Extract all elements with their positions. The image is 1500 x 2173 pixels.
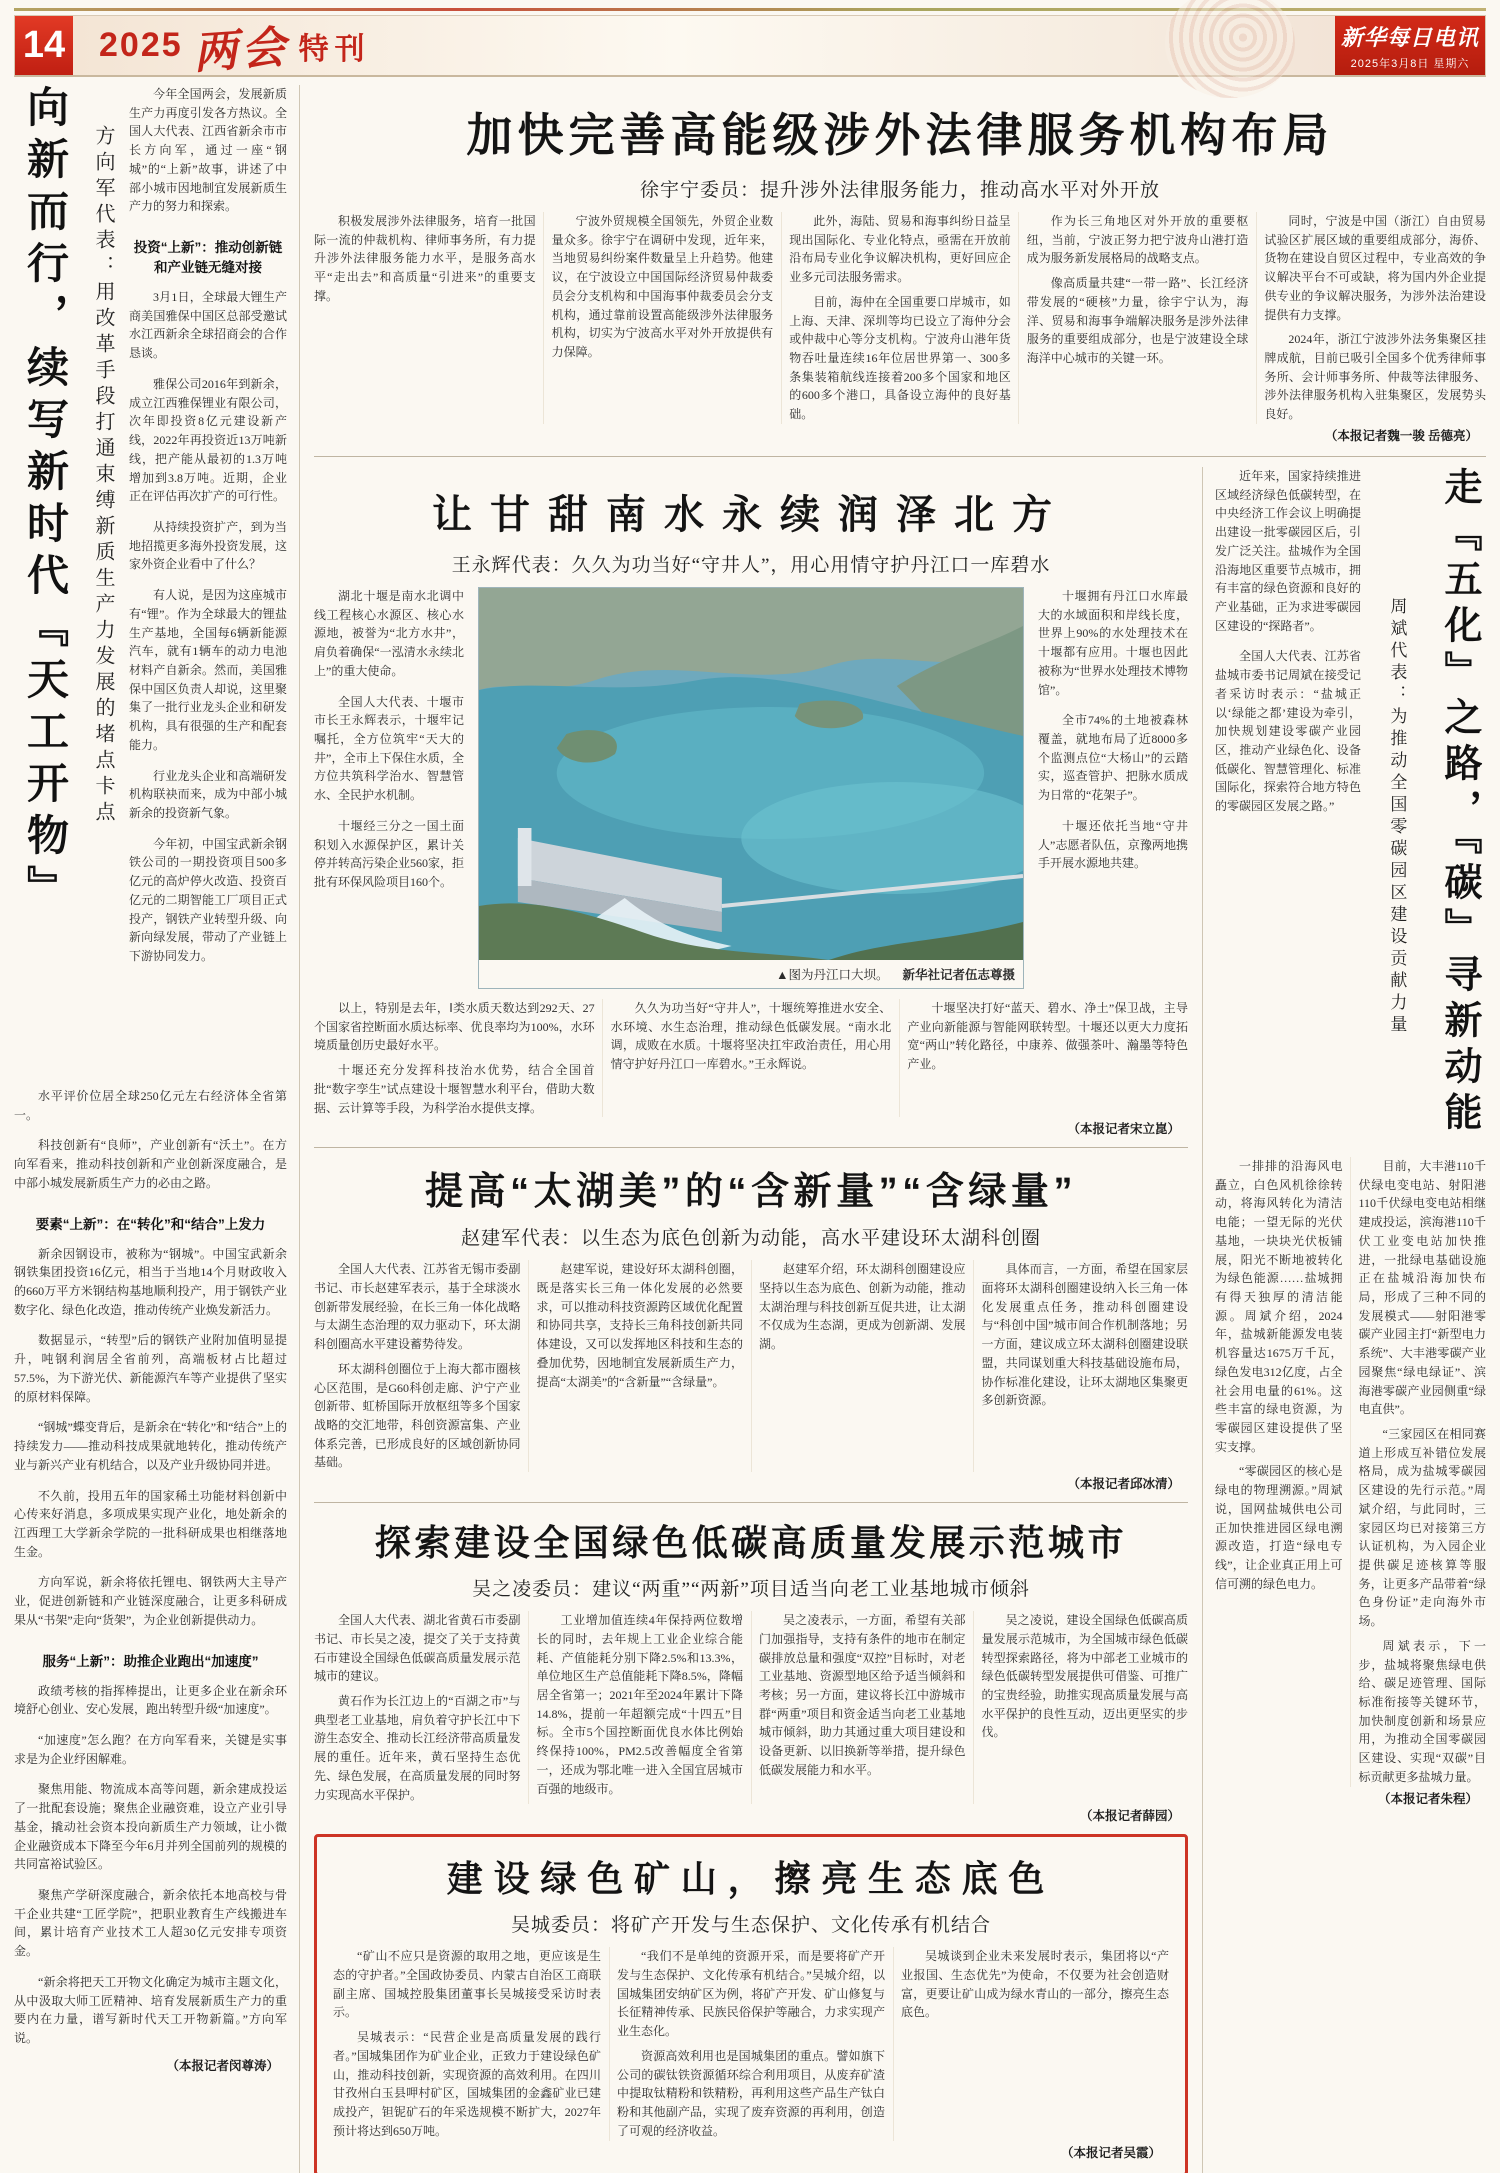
article-south-water	[314, 483, 1188, 1137]
paragraph: 吴之凌表示，一方面，希望有关部门加强指导，支持有条件的地市在制定碳排放总量和强度“双控”目标时，对老工业基地、资源型地区给予适当倾斜和考核；另一方面，建议将长江中游城市群“两重”项目和资金适当向老工业基地城市倾斜，助力其通过重大项目建设和设备更新、以旧换新等举措，提升绿色低碳发展能力和水平。	[759, 1613, 966, 1777]
newspaper-date	[1351, 55, 1470, 71]
newspaper-name: 新华每日电讯	[1340, 24, 1479, 50]
paragraph: “新余将把天工开物文化确定为城市主题文化，从中汲取大师工匠精神、培育发展新质生产力的重要内在力量，谱写新时代天工开物新篇。”方向军说。	[14, 1974, 287, 2046]
paragraph: 新余因钢设市，被称为“钢城”。中国宝武新余钢铁集团投资16亿元，相当于当地14个月财政收入的660万平方米钢结构基地顺利投产，用于钢铁产业数字化、绿色化改造，推动传统产业焕发新活力。	[14, 1246, 287, 1317]
paragraph: 科技创新有“良师”，产业创新有“沃土”。在方向军看来，推动科技创新和产业创新深度融合，是中部小城发展新质生产力的必由之路。	[14, 1138, 287, 1190]
paragraph: 吴之凌说，建设全国绿色低碳高质量发展示范城市，为全国城市绿色低碳转型探索路径，将为中部老工业城市的绿色低碳转型发展提供可借鉴、可推广的宝贵经验，助推实现高质量发展与高水平保护的良性互动，迈出更坚实的步伐。	[981, 1613, 1188, 1740]
xinyu-subtitle: 方向军代表：用改革手段打通束缚新质生产力发展的堵点卡点	[92, 125, 114, 827]
date-text: 2025年3月8日	[1350, 57, 1430, 70]
taihu-subtitle: 赵建军代表：以生态为底色创新为动能，高水平建设环太湖科创圈	[460, 1228, 1041, 1250]
article-lowcarbon-city	[314, 1515, 1188, 1824]
paragraph: 目前，大丰港110千伏绿电变电站、射阳港110千伏绿电变电站相继建成投运，滨海港110千伏工业变电站加快推进，一批绿电基础设施正在盐城沿海加快布局，形成了三种不同的发展模式——射阳港零碳产业园主打“新型电力系统”、大丰港零碳产业园聚焦“绿电绿证”、滨海港零碳产业园侧重“绿电直供”。	[1358, 1158, 1486, 1417]
masthead-brand	[1335, 16, 1485, 75]
legal-byline: （本报记者魏一骏 岳德亮）	[1324, 428, 1478, 443]
article-taihu	[314, 1160, 1188, 1492]
zerocarbon-body-narrow	[1215, 467, 1361, 1147]
paragraph: 数据显示，“转型”后的钢铁产业附加值明显提升，吨钢利润居全省前列，高端板材占比超过57.5%，为下游光伏、新能源汽车等产业提供了坚实的原材料保障。	[14, 1333, 287, 1404]
taihu-body	[314, 1260, 1188, 1472]
paragraph: 湖北十堰是南水北调中线工程核心水源区、核心水源地，被誉为“北方水井”，肩负着确保“一泓清水永续北上”的重大使命。	[314, 588, 464, 678]
paragraph: 水平评价位居全球250亿元左右经济体全省第一。	[14, 1089, 287, 1122]
article-zero-carbon	[1202, 467, 1486, 2173]
paragraph: 一排排的沿海风电矗立，白色风机徐徐转动，将海风转化为清洁电能；一望无际的光伏基地，一块块光伏板铺展，阳光不断地被转化为绿色能源……盐城拥有得天独厚的清洁能源。周斌介绍，2024年，盐城新能源发电装机容量达1675万千瓦，绿色发电312亿度，占全社会用电量的61%。这些丰富的绿电资源，为零碳园区建设提供了坚实支撑。	[1215, 1158, 1343, 1454]
lowcarbon-subtitle: 吴之凌委员：建议“两重”“两新”项目适当向老工业基地城市倾斜	[472, 1579, 1030, 1601]
paragraph: 聚焦用能、物流成本高等问题，新余建成投运了一批配套设施；聚焦企业融资难，设立产业引导基金，撬动社会资本投向新质生产力领域，让小微企业融资成本下降至今年6月并列全国前列的规模的共同富裕试验区。	[14, 1782, 287, 1872]
rings-watermark-icon	[1165, 0, 1295, 98]
paragraph: 同时，宁波是中国（浙江）自由贸易试验区扩展区域的重要组成部分，海侨、货物在建设自贸区过程中，专业高效的争议解决平台不可或缺，将为国内外企业提供专业的争议解决服务，为涉外法治建设提供有力支撑。	[1264, 214, 1486, 322]
water-left-column	[314, 587, 464, 989]
paragraph: 赵建军介绍，环太湖科创圈建设应坚持以生态为底色、创新为动能，推动太湖治理与科技创新互促共进，让太湖不仅成为生态湖，更成为创新湖、发展湖。	[759, 1262, 966, 1352]
paragraph: 环太湖科创圈位于上海大都市圈核心区范围，是G60科创走廊、沪宁产业创新带、虹桥国际开放枢纽等多个国家战略的交汇地带，科创资源富集、产业体系完善，已形成良好的区域创新协同基础。	[314, 1361, 521, 1470]
legal-headline: 加快完善高能级涉外法律服务机构布局	[466, 109, 1334, 161]
mine-body	[333, 1947, 1169, 2140]
mine-headline: 建设绿色矿山，擦亮生态底色	[446, 1858, 1056, 1900]
zerocarbon-body-bottom	[1215, 1157, 1486, 1787]
paragraph: 吴城表示：“民营企业是高质量发展的践行者。”国城集团作为矿业企业，正致力于建设绿色矿山，推动科技创新，实现资源的高效利用。在四川甘孜州白玉县呷村矿区，国城集团的金鑫矿业已建成投产，钽铌矿石的年采选规模不断扩大，2027年预计将达到650万吨。	[333, 2030, 601, 2138]
paragraph: 以上，特别是去年，Ⅰ类水质天数达到292天、27个国家省控断面水质达标率、优良率均为100%，水环境质量创历史最好水平。	[314, 1000, 595, 1053]
paragraph: 工业增加值连续4年保持两位数增长的同时，去年规上工业企业综合能耗、产值能耗分别下降2.5%和13.3%，单位地区生产总值能耗下降8.5%，降幅居全省第一；2021年至2024年累计下降14.8%，提前一年超额完成“十四五”目标。全市5个国控断面优良水体比例始终保持100%，PM2.5改善幅度全省第一，还成为鄂北唯一进入全国宜居城市百强的地级市。	[536, 1613, 743, 1796]
lowcarbon-byline: （本报记者薛园）	[1079, 1809, 1180, 1824]
paragraph: 久久为功当好“守井人”，十堰统筹推进水安全、水环境、水生态治理，推动绿色低碳发展。“南水北调，成败在水质。十堰将坚决扛牢政治责任，用心用情守护好丹江口一库碧水。”王永辉说。	[610, 1000, 892, 1072]
dam-photo	[478, 587, 1024, 989]
caption-credit: 新华社记者伍志尊摄	[902, 967, 1015, 982]
paragraph: 十堰还充分发挥科技治水优势，结合全国首批“数字孪生”试点建设十堰智慧水利平台，借助大数据、云计算等手段，为科学治水提供支撑。	[314, 1063, 595, 1115]
article-xinyu	[14, 85, 300, 2173]
page-content	[14, 85, 1486, 2173]
zerocarbon-byline: （本报记者朱程）	[1377, 1791, 1478, 1806]
paragraph: 宁波外贸规模全国领先，外贸企业数量众多。徐宇宁在调研中发现，近年来，当地贸易纠纷案件数量呈上升趋势。他建议，在宁波设立中国国际经济贸易仲裁委员会分支机构和中国海事仲裁委员会分支机构，通过靠前设置高能级涉外法律服务机构，切实为宁波高水平对外开放提供有力保障。	[551, 214, 774, 360]
legal-subtitle: 徐宇宁委员：提升涉外法律服务能力，推动高水平对外开放	[639, 180, 1160, 201]
xinyu-body-full	[14, 1087, 287, 2054]
paragraph: 全国人大代表、十堰市市长王永辉表示，十堰牢记嘱托，全方位筑牢“天大的井”，全市上下保住水质，全方位共筑科学治水、智慧管水、全民护水机制。	[314, 694, 464, 803]
xinyu-body-narrow	[129, 85, 287, 1075]
edition-label: 特刊	[298, 32, 371, 66]
water-middle-row	[314, 587, 1188, 989]
water-headline: 让甘甜南水永续润泽北方	[432, 492, 1070, 537]
section-divider	[314, 1147, 1188, 1148]
paragraph: “零碳园区的核心是绿电的物理溯源。”周斌说，国网盐城供电公司正加快推进园区绿电溯源改造，打造“绿电专线”，让企业真正用上可信可溯的绿色电力。	[1215, 1464, 1343, 1591]
paragraph: “我们不是单纯的资源开采，而是要将矿产开发与生态保护、文化传承有机结合。”吴城介绍，以国城集团安纳矿区为例，将矿产开发、矿山修复与长征精神传承、民族民俗保护等融合，力求实现产业生态化。	[617, 1949, 885, 2039]
article-green-mine	[314, 1834, 1188, 2173]
paragraph: 全国人大代表、江苏省盐城市委书记周斌在接受记者采访时表示：“盐城正以‘绿能之都’建设为牵引，加快规划建设零碳产业园区，推动产业绿色化、设备低碳化、智慧管理化、标准国际化，探索符合地方特色的零碳园区发展之路。”	[1215, 649, 1361, 814]
weekday-text: 星期六	[1433, 57, 1470, 70]
taihu-headline: 提高“太湖美”的“含新量”“含绿量”	[424, 1171, 1078, 1214]
photo-caption	[479, 960, 1023, 988]
zerocarbon-headline: 走『五化』之路，『碳』寻新动能	[1437, 466, 1480, 1138]
lowcarbon-body	[314, 1611, 1188, 1804]
edition-title	[73, 16, 371, 78]
zerocarbon-subtitle: 周斌代表：为推动全国零碳园区建设贡献力量	[1387, 596, 1407, 1037]
paragraph: 方向军说，新余将依托锂电、钢铁两大主导产业，促进创新链和产业链深度融合，让更多科研成果从“书架”走向“货架”，为企业创新提供动力。	[14, 1575, 287, 1627]
paragraph: 要素“上新”：在“转化”和“结合”上发力	[35, 1216, 266, 1232]
paragraph: “钢城”蝶变背后，是新余在“转化”和“结合”上的持续发力——推动科技成果就地转化，推动传统产业与新兴产业有机结合，以及产业升级协同并进。	[14, 1420, 287, 1472]
paragraph: 吴城谈到企业未来发展时表示，集团将以“产业报国、生态优先”为使命，不仅要为社会创造财富，更要让矿山成为绿水青山的一部分，擦亮生态底色。	[901, 1949, 1169, 2020]
paragraph: 具体而言，一方面，希望在国家层面将环太湖科创圈建设纳入长三角一体化发展重点任务，推动科创圈建设与“科创中国”城市间合作机制落地；另一方面，建议成立环太湖科创圈建设联盟，共同谋划重大科技基础设施布局，协作标准化建设，让环太湖地区集聚更多创新资源。	[981, 1262, 1188, 1408]
water-right-column	[1038, 587, 1188, 989]
paragraph: 从持续投资扩产，到为当地招揽更多海外投资发展，这家外资企业看中了什么？	[129, 519, 287, 572]
paragraph: 十堰拥有丹江口水库最大的水域面积和岸线长度，世界上90%的水处理技术在十堰都有应用。十堰也因此被称为“世界水处理技术博物馆”。	[1038, 588, 1188, 697]
page-number: 14	[15, 16, 73, 75]
paragraph: 2024年，浙江宁波涉外法务集聚区挂牌成航，目前已吸引全国多个优秀律师事务所、会计师事务所、仲裁等法律服务、涉外法律服务机构入驻集聚区，发展势头良好。	[1264, 332, 1486, 422]
paragraph: 十堰还依托当地“守井人”志愿者队伍，京豫两地携手开展水源地共建。	[1038, 818, 1188, 871]
water-bottom-body	[314, 999, 1188, 1117]
paragraph: 赵建军说，建设好环太湖科创圈，既是落实长三角一体化发展的必然要求，可以推动科技资源跨区域优化配置和协同共享，支持长三角科技创新共同体建设，又可以发挥地区科技和生态的叠加优势，因地制宜发展新质生产力，提高“太湖美”的“含新量”“含绿量”。	[536, 1262, 743, 1389]
paragraph: 服务“上新”：助推企业跑出“加速度”	[42, 1653, 259, 1669]
taihu-byline: （本报记者邱冰清）	[1067, 1477, 1180, 1492]
paragraph: 像高质量共建“一带一路”、长江经济带发展的“硬核”力量，徐宇宁认为，海洋、贸易和海事争端解决服务是涉外法律服务的重要组成部分，也是宁波建设全球海洋中心城市的关键一环。	[1026, 276, 1249, 366]
paragraph: 政绩考核的指挥棒提出，让更多企业在新余环境舒心创业、安心发展，跑出转型升级“加速度”。	[14, 1683, 287, 1717]
paragraph: 行业龙头企业和高端研发机构联袂而来，成为中部小城新余的投资新气象。	[129, 768, 287, 820]
paragraph: 3月1日，全球最大锂生产商美国雅保中国区总部受邀试水江西新余全球招商会的合作恳谈。	[129, 290, 287, 361]
paragraph: 周斌表示，下一步，盐城将聚焦绿电供给、碳足迹管理、国际标准衔接等关键环节，加快制度创新和场景应用，为推动全国零碳园区建设、实现“双碳”目标贡献更多盐城力量。	[1358, 1638, 1486, 1784]
masthead	[14, 15, 1486, 77]
article-legal-services	[314, 85, 1486, 457]
xinyu-top-section	[14, 85, 287, 1075]
water-byline: （本报记者宋立崑）	[1067, 1122, 1180, 1137]
paragraph: 资源高效利用也是国城集团的重点。譬如旗下公司的碳钛铁资源循环综合利用项目，从废弃矿渣中提取钛精粉和铁精粉，再利用这些产品生产钛白粉和其他副产品，实现了废弃资源的再利用，创造了可观的经济收益。	[617, 2048, 885, 2138]
paragraph: 此外，海陆、贸易和海事纠纷日益呈现出国际化、专业化特点，亟需在开放前沿布局专业化争议解决机构，更好回应企业多元司法服务需求。	[789, 214, 1011, 285]
legal-body	[314, 212, 1486, 424]
paragraph: 雅保公司2016年到新余，成立江西雅保锂业有限公司，次年即投资8亿元建设新产线，2022年再投资近13万吨新线，把产能从最初的1.3万吨增加到3.8万吨。近期，企业正在评估再次扩产的可行性。	[129, 376, 287, 504]
paragraph: 黄石作为长江边上的“百湖之市”与典型老工业基地，肩负着守护长江中下游生态安全、推动长江经济带高质量发展的重任。近年来，黄石坚持生态优先、绿色发展，在高质量发展的同时努力实现高水平保护。	[314, 1694, 521, 1802]
paragraph: 十堰经三分之一国土面积划入水源保护区，累计关停并转高污染企业560家，拒批有环保风险项目160个。	[314, 818, 465, 889]
paragraph: 今年初，中国宝武新余钢铁公司的一期投资项目500多亿元的高炉停火改造、投资百亿元的二期智能工厂项目正式投产，钢铁产业转型升级、向新向绿发展，带动了产业链上下游协同发力。	[129, 836, 287, 964]
paragraph: 作为长三角地区对外开放的重要枢纽，当前，宁波正努力把宁波舟山港打造成为服务新发展格局的战略支点。	[1026, 214, 1249, 266]
paragraph: 十堰坚决打好“蓝天、碧水、净土”保卫战，主导产业向新能源与智能网联转型。十堰还以更大力度拓宽“两山”转化路径，中康养、做强茶叶、瀚墨等特色产业。	[907, 1000, 1188, 1072]
paragraph: 积极发展涉外法律服务，培育一批国际一流的仲裁机构、律师事务所，有力提升涉外法律服务能力水平，是服务高水平“走出去”和高质量“引进来”的重要支撑。	[314, 214, 536, 303]
paragraph: 全国人大代表、江苏省无锡市委副书记、市长赵建军表示，基于全球淡水创新带发展经验，在长三角一体化战略与太湖生态治理的双力驱动下，环太湖科创圈高水平建设蓄势待发。	[314, 1262, 521, 1352]
xinyu-byline: （本报记者闵尊涛）	[166, 2058, 279, 2073]
center-column	[314, 467, 1188, 2173]
paragraph: 不久前，投用五年的国家稀土功能材料创新中心传来好消息，多项成果实现产业化，地处新余的江西理工大学新余学院的一批科研成果也相继落地生金。	[14, 1488, 287, 1559]
paragraph: “矿山不应只是资源的取用之地，更应该是生态的守护者。”全国政协委员、内蒙古自治区工商联副主席、国城控股集团董事长吴城接受采访时表示。	[333, 1949, 601, 2020]
zerocarbon-top-section	[1215, 467, 1486, 1147]
mine-subtitle: 吴城委员：将矿产开发与生态保护、文化传承有机结合	[510, 1915, 991, 1937]
paragraph: 投资“上新”：推动创新链和产业链无缝对接	[133, 240, 283, 276]
paragraph: 全市74%的土地被森林覆盖，就地布局了近8000多个监测点位“大杨山”的云踏实，巡查管护、把脉水质成为日常的“花架子”。	[1038, 713, 1188, 803]
paragraph: 全国人大代表、湖北省黄石市委副书记、市长吴之凌，提交了关于支持黄石市建设全国绿色低碳高质量发展示范城市的建议。	[314, 1613, 521, 1684]
dam-photo-illustration	[479, 588, 1023, 960]
paragraph: 聚焦产学研深度融合，新余依托本地高校与骨干企业共建“工匠学院”，把职业教育生产线搬进车间，累计培育产业技术工人超30亿元安排专项资金。	[14, 1888, 287, 1959]
paragraph: 有人说，是因为这座城市有“锂”。作为全球最大的锂盐生产基地，全国每6辆新能源汽车，就有1辆车的动力电池材料产自新余。然而，美国雅保中国区负责人却说，这里聚集了一批行业龙头企业和研发机构，具有很强的生产和配套能力。	[129, 588, 287, 752]
water-subtitle: 王永辉代表：久久为功当好“守井人”，用心用情守护丹江口一库碧水	[451, 554, 1051, 576]
edition-event: 两会	[191, 22, 291, 78]
paragraph: “加速度”怎么跑？在方向军看来，关键是实事求是为企业纾困解难。	[14, 1732, 287, 1766]
paragraph: 今年全国两会，发展新质生产力再度引发各方热议。全国人大代表、江西省新余市市长方向军，通过一座“钢城”的“上新”故事，讲述了中部小城市因地制宜发展新质生产力的努力和探索。	[129, 87, 287, 214]
edition-year: 2025	[99, 26, 183, 64]
lowcarbon-headline: 探索建设全国绿色低碳高质量发展示范城市	[374, 1522, 1128, 1564]
caption-text: ▲图为丹江口大坝。	[776, 967, 889, 982]
paragraph: “三家园区在相同赛道上形成互补错位发展格局，成为盐城零碳园区建设的先行示范。”周斌介绍，与此同时，三家园区均已对接第三方认证机构，为入园企业提供碳足迹核算等服务，让更多产品带着“绿色身份证”走向海外市场。	[1358, 1426, 1486, 1629]
section-divider	[314, 1502, 1188, 1503]
paragraph: 近年来，国家持续推进区域经济绿色低碳转型，在中央经济工作会议上明确提出建设一批零碳园区后，引发广泛关注。盐城作为全国沿海地区重要节点城市，拥有丰富的绿色资源和良好的产业基础，正为求进零碳园区建设的“探路者”。	[1215, 468, 1361, 633]
xinyu-headline: 向新而行，续写新时代『天工开物』	[22, 85, 69, 917]
paragraph: 目前，海仲在全国重要口岸城市，如上海、天津、深圳等均已设立了海仲分会或仲裁中心等分支机构。宁波舟山港年货物吞吐量连续16年位居世界第一、300多条集装箱航线连接着200多个国家和地区的600多个港口，具备设立海仲的良好基础。	[789, 294, 1011, 422]
mine-byline: （本报记者吴霞）	[1060, 2145, 1161, 2160]
